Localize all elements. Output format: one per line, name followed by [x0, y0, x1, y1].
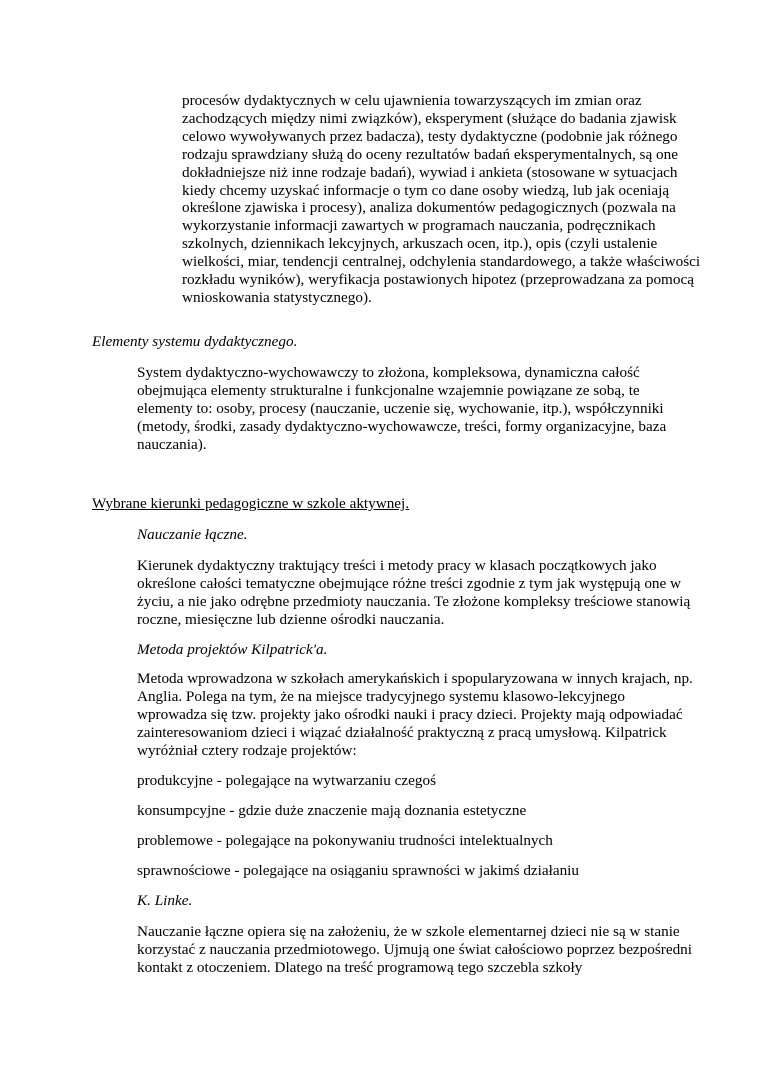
project-item-sprawnosciowe: sprawnościowe - polegające na osiąganiu sprawności w jakimś działaniu — [137, 862, 579, 879]
subheading-linke: K. Linke. — [137, 892, 193, 909]
heading-elements: Elementy systemu dydaktycznego. — [92, 333, 298, 350]
subheading-kilpatrick: Metoda projektów Kilpatrick'a. — [137, 641, 328, 658]
paragraph-system: System dydaktyczno-wychowawczy to złożona, kompleksowa, dynamiczna całość obejmująca elementy strukturalne i funkcjonalne wzajemnie powiązane ze sobą, te elementy to: osoby, procesy (nauczanie, uczenie się, wychowanie, itp.), współczynniki (metody, środki, zasady dydaktyczno-wychowawcze, treści, formy organizacyjne, baza nauczania). — [137, 364, 667, 453]
subheading-laczne: Nauczanie łączne. — [137, 526, 248, 543]
project-item-konsumpcyjne: konsumpcyjne - gdzie duże znaczenie mają doznania estetyczne — [137, 802, 527, 819]
paragraph-laczne: Kierunek dydaktyczny traktujący treści i metody pracy w klasach początkowych jako określone całości tematyczne obejmujące różne treści zgodnie z tym jak występują one w życiu, a nie jako odrębne przedmioty nauczania. Te złożone kompleksy treściowe stanowią roczne, miesięczne lub dzienne ośrodki nauczania. — [137, 557, 691, 628]
paragraph-kilpatrick: Metoda wprowadzona w szkołach amerykańskich i spopularyzowana w innych krajach, np. Anglia. Polega na tym, że na miejsce tradycyjnego systemu klasowo-lekcyjnego wprowadza się tzw. projekty jako ośrodki nauki i pracy dzieci. Projekty mają odpowiadać zainteresowaniom dzieci i wiązać działalność praktyczną z pracą umysłową. Kilpatrick wyróżniał cztery rodzaje projektów: — [137, 670, 693, 759]
paragraph-linke: Nauczanie łączne opiera się na założeniu, że w szkole elementarnej dzieci nie są w stanie korzystać z nauczania przedmiotowego. Ujmują one świat całościowo poprzez bezpośredni kontakt z otoczeniem. Dlatego na treść programową tego szczebla szkoły — [137, 923, 692, 976]
project-item-produkcyjne: produkcyjne - polegające na wytwarzaniu czegoś — [137, 772, 436, 789]
heading-directions: Wybrane kierunki pedagogiczne w szkole aktywnej. — [92, 495, 410, 512]
paragraph-research-methods: procesów dydaktycznych w celu ujawnienia towarzyszących im zmian oraz zachodzących między nimi związków), eksperyment (służące do badania zjawisk celowo wywoływanych przez badacza), testy dydaktyczne (podobnie jak różnego rodzaju sprawdziany służą do oceny rezultatów badań eksperymentalnych, są one dokładniejsze niż inne rodzaje badań), wywiad i ankieta (stosowane w sytuacjach kiedy chcemy uzyskać informacje o tym co dane osoby wiedzą, lub jak oceniają określone zjawiska i procesy), analiza dokumentów pedagogicznych (pozwala na wykorzystanie informacji zawartych w programach nauczania, podręcznikach szkolnych, dziennikach lekcyjnych, arkuszach ocen, itp.), opis (czyli ustalenie wielkości, miar, tendencji centralnej, odchylenia standardowego, a także właściwości rozkładu wyników), weryfikacja postawionych hipotez (przeprowadzana za pomocą wnioskowania statystycznego). — [182, 92, 701, 306]
project-item-problemowe: problemowe - polegające na pokonywaniu trudności intelektualnych — [137, 832, 553, 849]
